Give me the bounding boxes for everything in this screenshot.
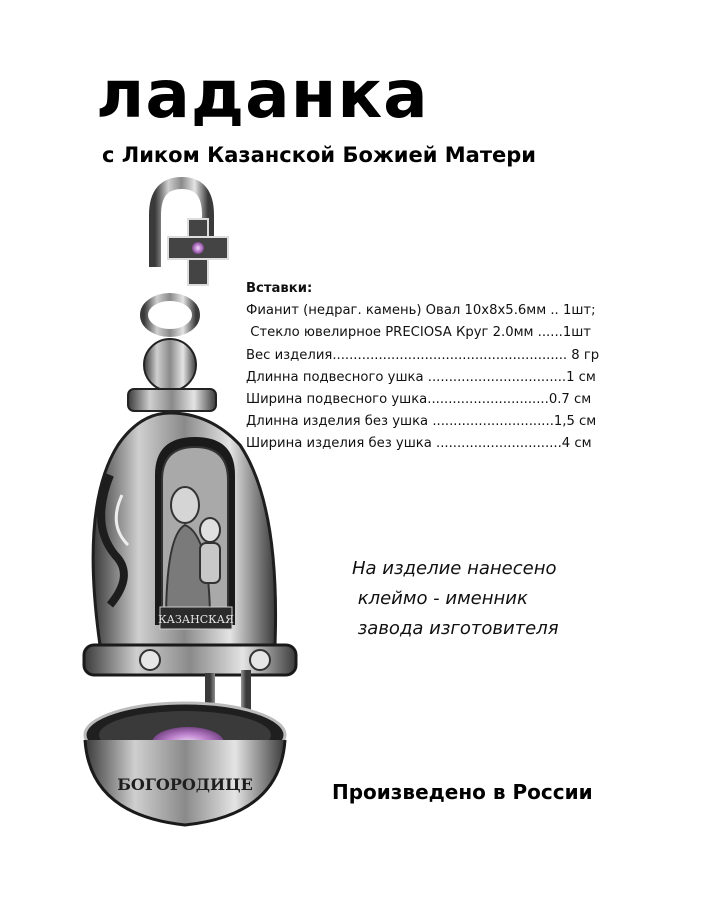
- note-line: завода изготовителя: [352, 618, 559, 639]
- page-subtitle: с Ликом Казанской Божией Матери: [102, 143, 536, 167]
- cross-charm: [168, 219, 228, 285]
- specs-heading: Вставки:: [246, 281, 313, 296]
- made-in-label: Произведено в России: [332, 780, 593, 804]
- cross-gem: [192, 242, 204, 254]
- spec-line: Вес изделия........................................................ 8 гр: [246, 347, 600, 363]
- icon-label: КАЗАНСКАЯ: [158, 613, 234, 626]
- spec-line: Стекло ювелирное PRECIOSA Круг 2.0мм ......1шт: [246, 325, 591, 341]
- spec-line: Фианит (недраг. камень) Овал 10х8х5.6мм .. 1шт;: [246, 303, 596, 319]
- hallmark-note: [352, 554, 559, 644]
- note-line: На изделие нанесено: [352, 558, 557, 579]
- base-inscription: БОГОРОДИЦЕ: [117, 775, 253, 794]
- spec-line: Ширина подвесного ушка.............................0.7 см: [246, 392, 592, 408]
- page-title: ладанка: [96, 56, 429, 133]
- pendant-image: [70, 175, 310, 840]
- spec-line: Ширина изделия без ушка ..............................4 см: [246, 436, 592, 452]
- spec-line: Длинна изделия без ушка .............................1,5 см: [246, 414, 597, 430]
- note-line: клеймо - именник: [352, 588, 528, 609]
- spec-line: Длинна подвесного ушка .................................1 см: [246, 369, 596, 385]
